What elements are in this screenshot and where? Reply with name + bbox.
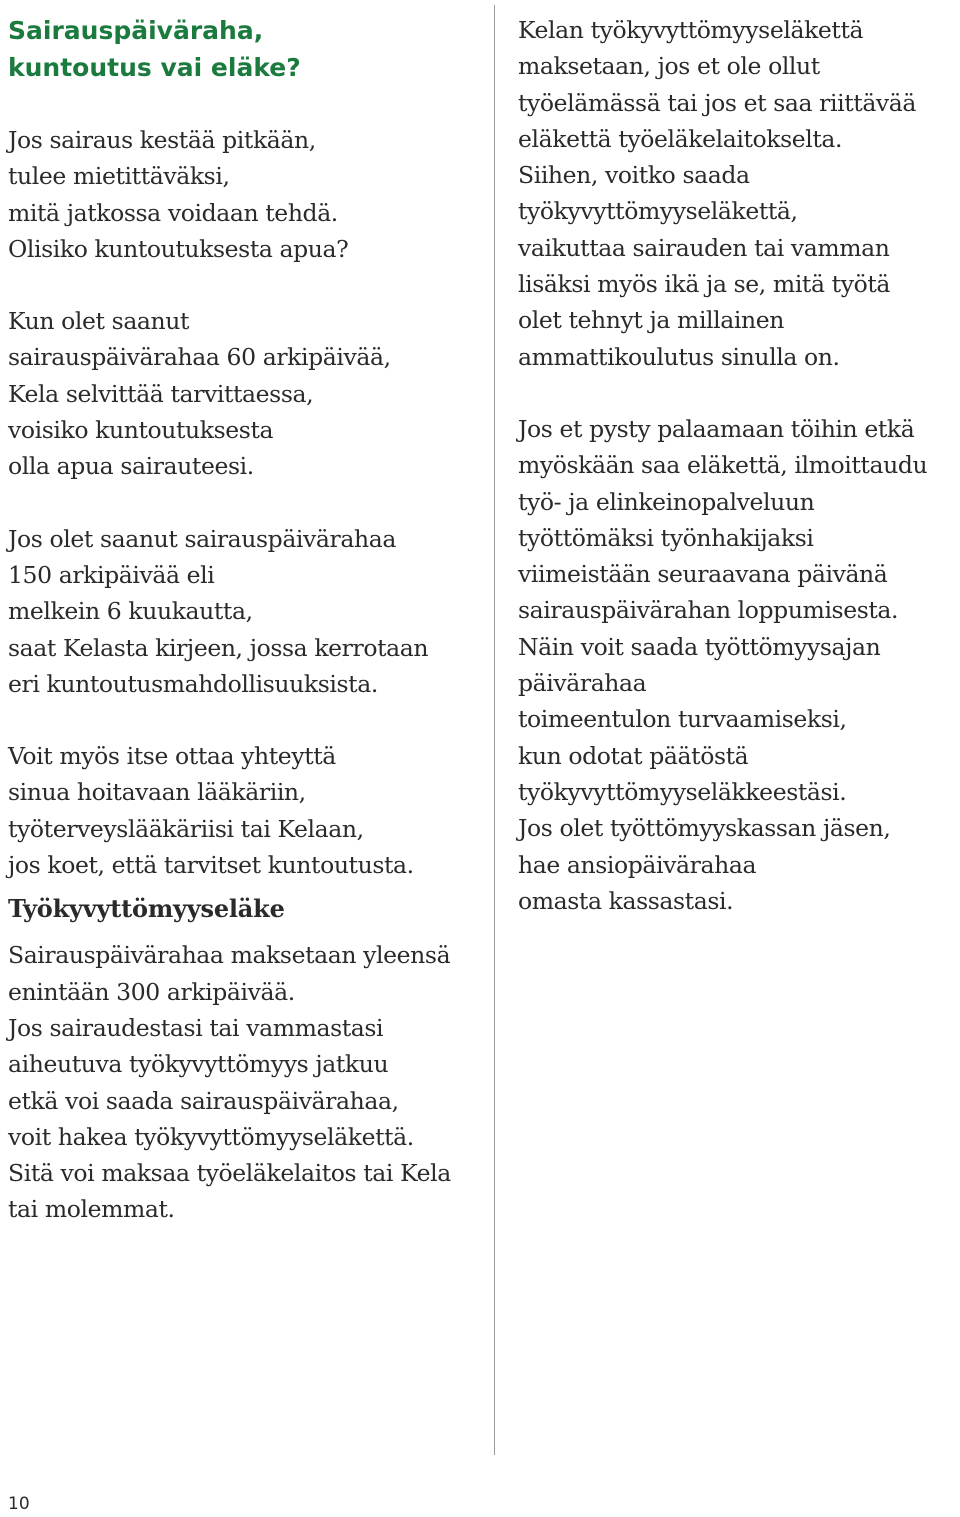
section-heading-disability-pension: Työkyvyttömyyseläke (8, 894, 285, 924)
intro-paragraph: Jos sairaus kestää pitkään, tulee mietittäväksi, mitä jatkossa voidaan tehdä. Olisiko kuntoutuksesta apua? (8, 126, 349, 263)
disability-pension-paragraph: Sairauspäivärahaa maksetaan yleensä enintään 300 arkipäivää. Jos sairaudestasi tai vammastasi aiheutuva työkyvyttömyys jatkuu etkä voi saada sairauspäivärahaa, voit hakea työkyvyttömyyseläkettä. Sitä voi maksaa työeläkelaitos tai Kela tai molemmat. (8, 941, 451, 1224)
column-divider (494, 5, 495, 1455)
sixty-days-paragraph: Kun olet saanut sairauspäivärahaa 60 arkipäivää, Kela selvittää tarvittaessa, voisiko kuntoutuksesta olla apua sairauteesi. (8, 307, 391, 481)
kela-pension-paragraph: Kelan työkyvyttömyyseläkettä maksetaan, jos et ole ollut työelämässä tai jos et saa riittävää eläkettä työeläkelaitokselta. Siihen, voitko saada työkyvyttömyyseläkettä, vaikuttaa sairauden tai vamman lisäksi myös ikä ja se, mitä työtä olet tehnyt ja millainen ammattikoulutus sinulla on. (518, 16, 917, 371)
unemployment-paragraph: Jos et pysty palaamaan töihin etkä myöskään saa eläkettä, ilmoittaudu työ- ja elinkeinopalveluun työttömäksi työnhakijaksi viimeistään seuraavana päivänä sairauspäivärahan loppumisesta. Näin voit saada työttömyysajan päivärahaa toimeentulon turvaamiseksi, kun odotat päätöstä työkyvyttömyyseläkkeestäsi. Jos olet työttömyyskassan jäsen, hae ansiopäivärahaa omasta kassastasi. (518, 414, 928, 915)
page-number: 10 (8, 1494, 30, 1514)
page-title: Sairauspäiväraha, kuntoutus vai eläke? (8, 16, 301, 82)
left-column (8, 12, 483, 1228)
contact-paragraph: Voit myös itse ottaa yhteyttä sinua hoitavaan lääkäriin, työterveyslääkäriisi tai Kelaan, jos koet, että tarvitset kuntoutusta. (8, 742, 414, 880)
right-column (518, 12, 958, 919)
hundred-fifty-days-paragraph: Jos olet saanut sairauspäivärahaa 150 arkipäivää eli melkein 6 kuukautta, saat Kelasta kirjeen, jossa kerrotaan eri kuntoutusmahdollisuuksista. (8, 524, 429, 698)
